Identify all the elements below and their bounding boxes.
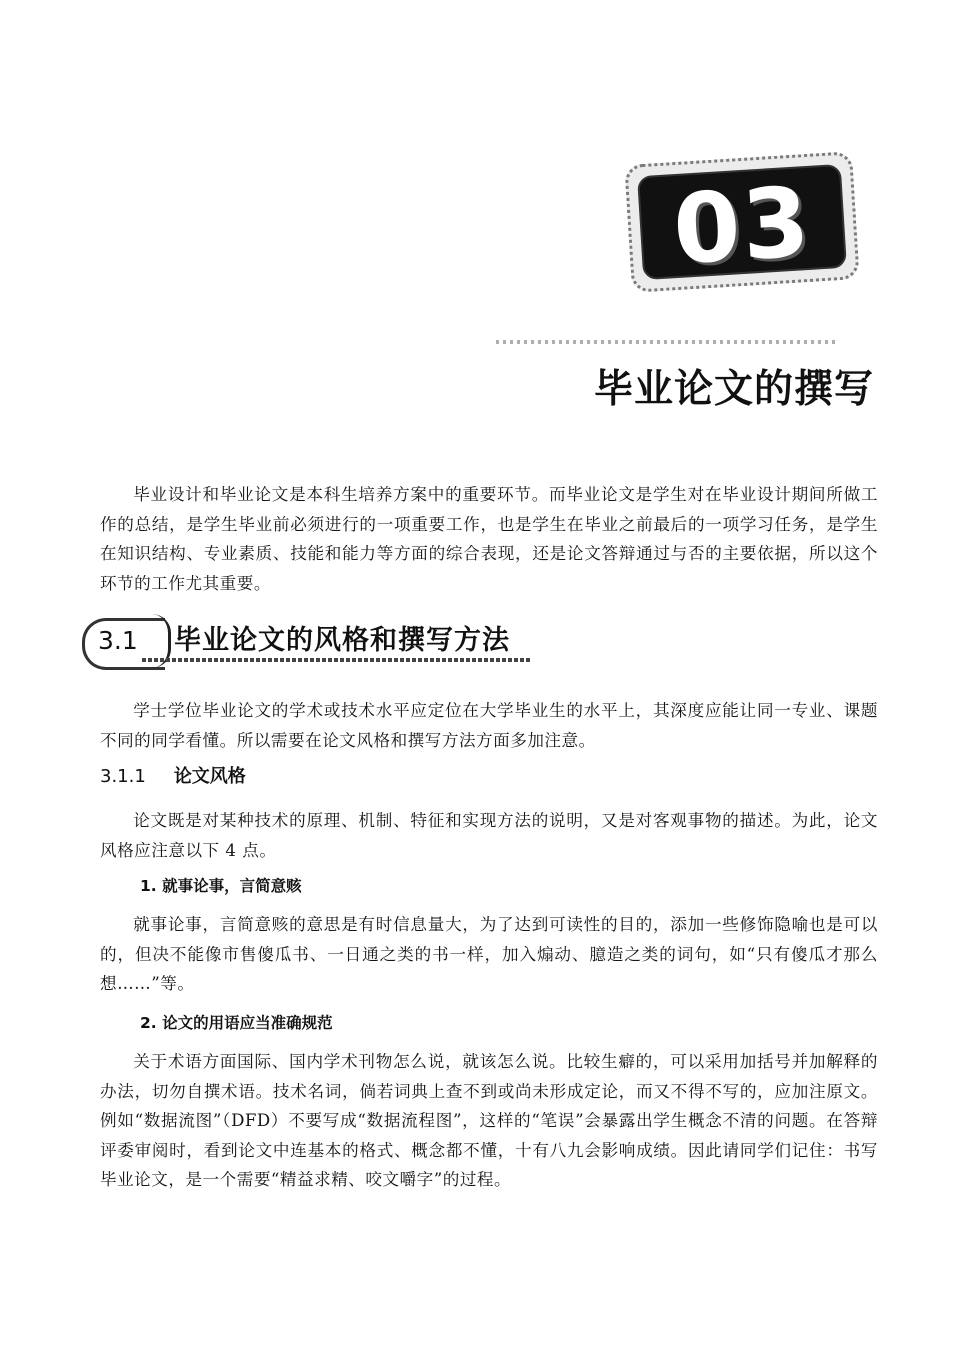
- chapter-title: 毕业论文的撰写: [593, 367, 874, 412]
- subsection-paragraph: 论文既是对某种技术的原理、机制、特征和实现方法的说明，又是对客观事物的描述。为此，论文风格应注意以下 4 点。: [100, 811, 878, 860]
- item-heading: 1. 就事论事，言简意赅: [140, 877, 302, 895]
- intro-paragraph: 毕业设计和毕业论文是本科生培养方案中的重要环节。而毕业论文是学生对在毕业设计期间所做工作的总结，是学生毕业前必须进行的一项重要工作，也是学生在毕业之前最后的一项学习任务，是学生在知识结构、专业素质、技能和能力等方面的综合表现，还是论文答辩通过与否的主要依据，所以这个环节的工作尤其重要。: [100, 485, 878, 593]
- subsection-heading: [100, 763, 246, 791]
- decorative-divider: [496, 340, 836, 344]
- section-title: 毕业论文的风格和撰写方法: [174, 625, 510, 656]
- chapter-number: 03: [670, 165, 815, 287]
- item-paragraph: 关于术语方面国际、国内学术刊物怎么说，就该怎么说。比较生癖的，可以采用加括号并加解释的办法，切勿自撰术语。技术名词，倘若词典上查不到或尚未形成定论，而又不得不写的，应加注原文。例如“数据流图”（DFD）不要写成“数据流程图”，这样的“笔误”会暴露出学生概念不清的问题。在答辩评委审阅时，看到论文中连基本的格式、概念都不懂，十有八九会影响成绩。因此请同学们记住：书写毕业论文，是一个需要“精益求精、咬文嚼字”的过程。: [100, 1052, 878, 1189]
- section-heading: [82, 612, 542, 670]
- subsection-number: 3.1.1: [100, 766, 146, 787]
- section-paragraph: 学士学位毕业论文的学术或技术水平应定位在大学毕业生的水平上，其深度应能让同一专业、课题不同的同学看懂。所以需要在论文风格和撰写方法方面多加注意。: [100, 701, 878, 750]
- badge-inner-panel: [637, 164, 847, 287]
- section-underline: [142, 658, 532, 662]
- chapter-number-badge: [624, 151, 859, 293]
- item-paragraph: 就事论事，言简意赅的意思是有时信息量大，为了达到可读性的目的，添加一些修饰隐喻也是可以的，但决不能像市售傻瓜书、一日通之类的书一样，加入煽动、臆造之类的词句，如“只有傻瓜才那么想……”等。: [100, 915, 878, 993]
- section-number: 3.1: [98, 626, 138, 655]
- subsection-title: 论文风格: [173, 766, 246, 787]
- item-heading: 2. 论文的用语应当准确规范: [140, 1014, 333, 1032]
